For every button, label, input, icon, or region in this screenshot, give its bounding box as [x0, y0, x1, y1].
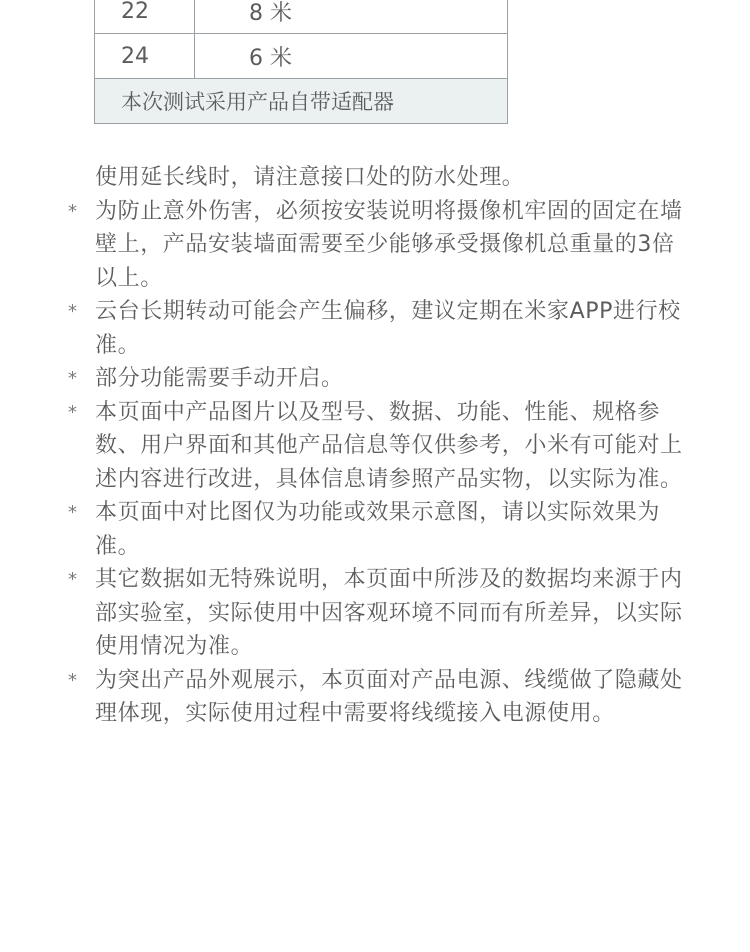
- note-text: 本页面中产品图片以及型号、数据、功能、性能、规格参数、用户界面和其他产品信息等仅供参考，小米有可能对上述内容进行改进，具体信息请参照产品实物，以实际为准。: [95, 399, 683, 492]
- table-cell-size: 24: [95, 34, 195, 79]
- table-cell-size: 22: [95, 0, 195, 34]
- note-item: [66, 362, 696, 396]
- note-item: [66, 664, 696, 731]
- note-text: 为防止意外伤害，必须按安装说明将摄像机牢固的固定在墙壁上，产品安装墙面需要至少能够承受摄像机总重量的3倍以上。: [95, 198, 683, 291]
- note-item: [66, 195, 696, 296]
- notes-intro: 使用延长线时，请注意接口处的防水处理。: [95, 165, 525, 190]
- note-item: [66, 295, 696, 362]
- asterisk-bullet: *: [68, 401, 78, 423]
- note-item: [66, 396, 696, 497]
- note-item: [66, 496, 696, 563]
- table-cell-distance: 6 米: [195, 34, 508, 79]
- note-text: 本页面中对比图仅为功能或效果示意图，请以实际效果为准。: [95, 500, 661, 559]
- spec-table-section: [94, 0, 508, 124]
- asterisk-bullet: *: [68, 502, 78, 523]
- table-row: [95, 0, 508, 34]
- asterisk-bullet: *: [68, 200, 78, 222]
- note-text: 部分功能需要手动开启。: [95, 366, 344, 391]
- note-text: 为突出产品外观展示，本页面对产品电源、线缆做了隐藏处理体现，实际使用过程中需要将线缆接入电源使用。: [95, 667, 683, 726]
- asterisk-bullet: *: [68, 368, 78, 389]
- table-row: [95, 34, 508, 79]
- table-footer-row: [95, 79, 508, 124]
- notes-section: [66, 161, 696, 731]
- asterisk-bullet: *: [68, 301, 78, 322]
- note-item: [66, 563, 696, 664]
- spec-table: [94, 0, 508, 124]
- note-text: 云台长期转动可能会产生偏移，建议定期在米家APP进行校准。: [95, 299, 681, 358]
- note-text: 其它数据如无特殊说明，本页面中所涉及的数据均来源于内部实验室，实际使用中因客观环境不同而有所差异，以实际使用情况为准。: [95, 567, 683, 659]
- asterisk-bullet: *: [68, 669, 78, 691]
- table-cell-distance: 8 米: [195, 0, 508, 34]
- asterisk-bullet: *: [68, 569, 78, 590]
- table-footer-note: 本次测试采用产品自带适配器: [95, 79, 508, 124]
